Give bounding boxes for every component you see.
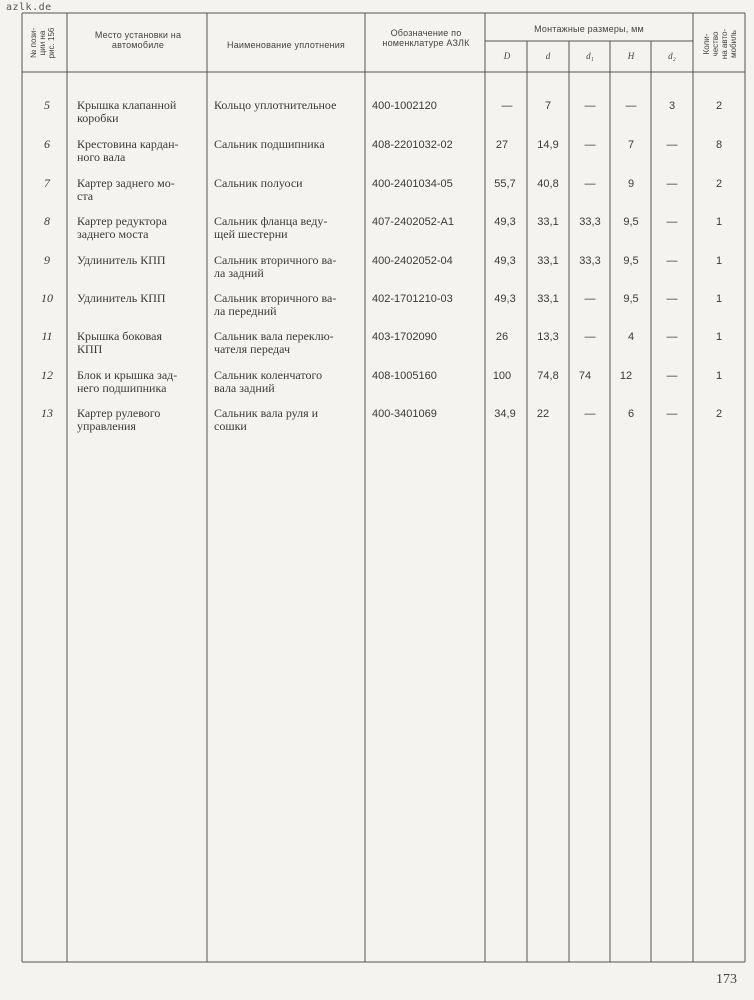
header-col-d1: d₁ — [586, 51, 594, 61]
row-H: 4 — [627, 331, 635, 343]
row-location: Удлинитель КПП — [77, 253, 166, 267]
row-position: 12 — [41, 368, 53, 382]
page-number: 173 — [716, 972, 737, 987]
row-location: Удлинитель КПП — [77, 291, 166, 305]
row-location: Крышка клапанной коробки — [77, 98, 177, 125]
row-H: 6 — [627, 408, 635, 420]
row-position: 9 — [44, 253, 50, 267]
header-position-no: № пози- ции на рис. 156 — [29, 27, 56, 59]
row-seal-name: Сальник фланца веду- щей шестерни — [214, 214, 328, 241]
row-H: — — [625, 100, 637, 112]
row-d: 40,8 — [537, 178, 559, 190]
row-quantity: 1 — [715, 255, 723, 267]
row-D: 34,9 — [494, 408, 516, 420]
row-quantity: 1 — [715, 331, 723, 343]
row-designation: 403-1702090 — [372, 331, 437, 343]
row-quantity: 1 — [715, 293, 723, 305]
row-d1: — — [584, 178, 596, 190]
row-location: Блок и крышка зад- него подшипника — [77, 368, 178, 395]
row-D: 55,7 — [494, 178, 516, 190]
row-H: 9,5 — [623, 255, 639, 267]
row-seal-name: Сальник вторичного ва- ла передний — [214, 291, 337, 318]
row-d1: — — [584, 293, 596, 305]
row-d: 74,8 — [537, 370, 559, 382]
row-d1: 33,3 — [579, 216, 601, 228]
row-d: 33,1 — [537, 293, 559, 305]
row-location: Крестовина кардан- ного вала — [77, 137, 179, 164]
row-d2: 3 — [668, 100, 676, 112]
row-seal-name: Сальник вторичного ва- ла задний — [214, 253, 337, 280]
row-seal-name: Кольцо уплотнительное — [214, 98, 337, 112]
row-location: Крышка боковая КПП — [77, 329, 162, 356]
row-designation: 402-1701210-03 — [372, 293, 453, 305]
row-quantity: 2 — [715, 100, 723, 112]
row-seal-name: Сальник вала переклю- чателя передач — [214, 329, 334, 356]
row-H: 9,5 — [623, 293, 639, 305]
row-D: 100 — [492, 370, 512, 382]
row-position: 13 — [41, 406, 53, 420]
row-d1: — — [584, 408, 596, 420]
row-H: 9 — [627, 178, 635, 190]
row-H: 9,5 — [623, 216, 639, 228]
row-position: 7 — [44, 176, 50, 190]
header-col-H: H — [627, 51, 635, 61]
row-d2: — — [666, 370, 678, 382]
row-seal-name: Сальник коленчатого вала задний — [214, 368, 323, 395]
row-D: — — [501, 100, 513, 112]
row-d: 33,1 — [537, 216, 559, 228]
row-d: 14,9 — [537, 139, 559, 151]
row-D: 49,3 — [494, 216, 516, 228]
row-d: 13,3 — [537, 331, 559, 343]
row-d1: — — [584, 139, 596, 151]
row-d: 33,1 — [537, 255, 559, 267]
row-d2: — — [666, 293, 678, 305]
row-designation: 400-1002120 — [372, 100, 437, 112]
header-designation: Обозначение по номенклатуре АЗЛК — [382, 28, 470, 48]
row-position: 5 — [44, 98, 50, 112]
header-quantity: Коли- чество на авто- мобиль — [702, 28, 738, 60]
header-col-d: d — [545, 51, 551, 61]
row-d1: — — [584, 100, 596, 112]
row-designation: 408-1005160 — [372, 370, 437, 382]
row-designation: 400-3401069 — [372, 408, 437, 420]
row-quantity: 1 — [715, 216, 723, 228]
row-D: 49,3 — [494, 293, 516, 305]
header-location: Место установки на автомобиле — [94, 30, 182, 50]
row-location: Картер редуктора заднего моста — [77, 214, 167, 241]
row-d2: — — [666, 408, 678, 420]
header-dimensions: Монтажные размеры, мм — [534, 24, 644, 34]
row-d2: — — [666, 139, 678, 151]
row-quantity: 2 — [715, 178, 723, 190]
row-designation: 408-2201032-02 — [372, 139, 453, 151]
row-seal-name: Сальник подшипника — [214, 137, 325, 151]
header-col-D: D — [503, 51, 511, 61]
header-col-d2: d₂ — [668, 51, 676, 61]
row-designation: 400-2401034-05 — [372, 178, 453, 190]
row-quantity: 2 — [715, 408, 723, 420]
row-position: 11 — [41, 329, 53, 343]
row-d: 22 — [536, 408, 550, 420]
row-quantity: 1 — [715, 370, 723, 382]
row-D: 26 — [495, 331, 509, 343]
row-designation: 400-2402052-04 — [372, 255, 453, 267]
row-d1: — — [584, 331, 596, 343]
row-d2: — — [666, 216, 678, 228]
row-position: 10 — [41, 291, 53, 305]
header-seal-name: Наименование уплотнения — [227, 40, 345, 50]
row-position: 6 — [44, 137, 50, 151]
row-H: 12 — [619, 370, 633, 382]
row-H: 7 — [627, 139, 635, 151]
row-quantity: 8 — [715, 139, 723, 151]
row-seal-name: Сальник полуоси — [214, 176, 303, 190]
row-D: 27 — [495, 139, 509, 151]
row-d2: — — [666, 331, 678, 343]
row-d1: 33,3 — [579, 255, 601, 267]
row-d1: 74 — [578, 370, 592, 382]
row-location: Картер рулевого управления — [77, 406, 161, 433]
row-d2: — — [666, 255, 678, 267]
row-seal-name: Сальник вала руля и сошки — [214, 406, 319, 433]
watermark-logo: azlk.de — [6, 2, 52, 13]
row-designation: 407-2402052-А1 — [372, 216, 454, 228]
row-location: Картер заднего мо- ста — [77, 176, 175, 203]
row-position: 8 — [44, 214, 50, 228]
row-D: 49,3 — [494, 255, 516, 267]
row-d2: — — [666, 178, 678, 190]
row-d: 7 — [544, 100, 552, 112]
